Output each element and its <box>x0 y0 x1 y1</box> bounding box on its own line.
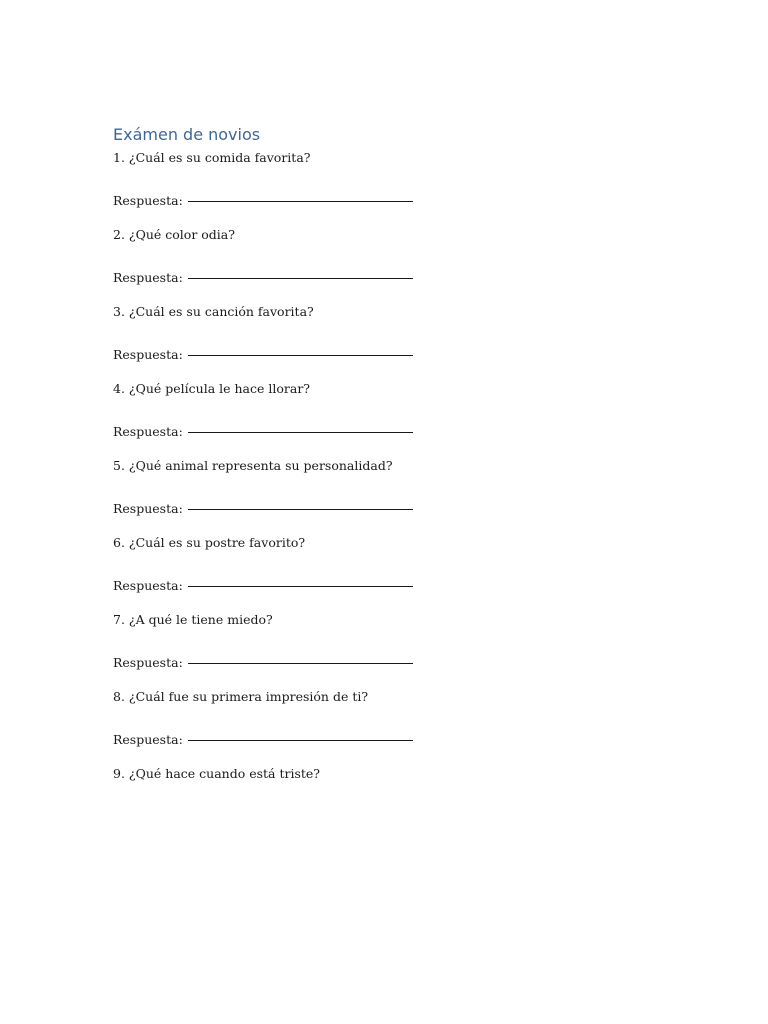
question-text: 7. ¿A qué le tiene miedo? <box>113 612 273 627</box>
answer-label: Respuesta: <box>113 270 183 285</box>
answer-row <box>113 339 673 362</box>
answer-blank-line <box>188 740 413 741</box>
answer-row <box>113 262 673 285</box>
answer-row <box>113 724 673 747</box>
question-text: 2. ¿Qué color odia? <box>113 227 235 242</box>
question-text: 1. ¿Cuál es su comida favorita? <box>113 150 311 165</box>
answer-blank-line <box>188 278 413 279</box>
question-text: 4. ¿Qué película le hace llorar? <box>113 381 311 396</box>
answer-label: Respuesta: <box>113 732 183 747</box>
question-item <box>113 686 673 747</box>
document-title: Exámen de novios <box>113 125 261 144</box>
question-text: 5. ¿Qué animal representa su personalidad? <box>113 458 393 473</box>
answer-blank-line <box>188 663 413 664</box>
answer-row <box>113 647 673 670</box>
answer-row <box>113 570 673 593</box>
question-list <box>113 147 673 785</box>
question-item <box>113 532 673 593</box>
answer-blank-line <box>188 355 413 356</box>
answer-blank-line <box>188 509 413 510</box>
question-text: 9. ¿Qué hace cuando está triste? <box>113 766 320 781</box>
answer-blank-line <box>188 432 413 433</box>
answer-row <box>113 416 673 439</box>
document-page <box>113 123 673 785</box>
answer-label: Respuesta: <box>113 347 183 362</box>
question-item <box>113 609 673 670</box>
question-item <box>113 378 673 439</box>
question-item <box>113 224 673 285</box>
question-item <box>113 763 673 785</box>
question-item <box>113 147 673 208</box>
answer-row <box>113 493 673 516</box>
question-text: 3. ¿Cuál es su canción favorita? <box>113 304 314 319</box>
question-text: 6. ¿Cuál es su postre favorito? <box>113 535 306 550</box>
answer-label: Respuesta: <box>113 578 183 593</box>
answer-label: Respuesta: <box>113 655 183 670</box>
question-item <box>113 301 673 362</box>
question-text: 8. ¿Cuál fue su primera impresión de ti? <box>113 689 369 704</box>
question-item <box>113 455 673 516</box>
answer-row <box>113 185 673 208</box>
answer-label: Respuesta: <box>113 193 183 208</box>
answer-label: Respuesta: <box>113 424 183 439</box>
answer-blank-line <box>188 586 413 587</box>
answer-label: Respuesta: <box>113 501 183 516</box>
answer-blank-line <box>188 201 413 202</box>
